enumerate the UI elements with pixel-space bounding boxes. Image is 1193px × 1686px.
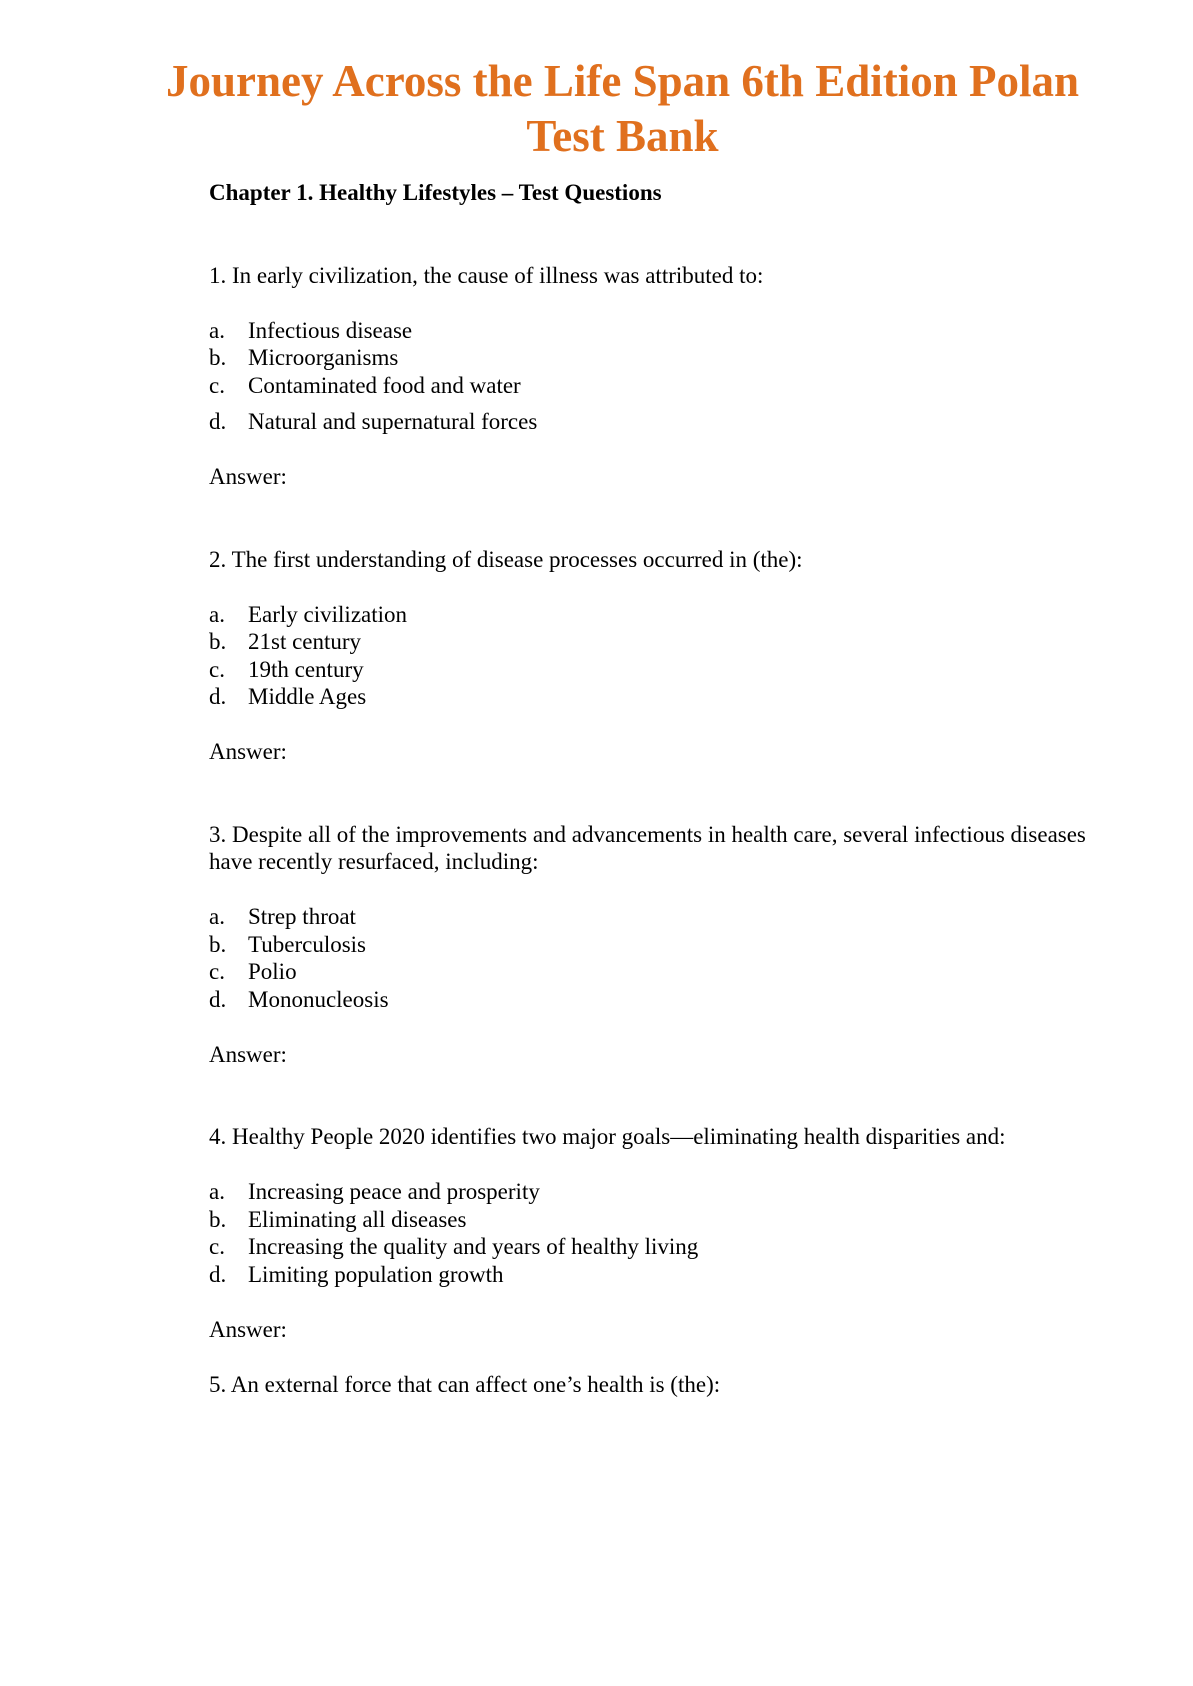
option-letter: b. xyxy=(209,345,227,370)
option-item xyxy=(209,683,1090,711)
question xyxy=(209,1371,1090,1399)
option-item xyxy=(209,1206,1090,1234)
question xyxy=(209,546,1090,574)
document-title-line1: Journey Across the Life Span 6th Edition Polan xyxy=(165,56,1080,106)
option-text: Contaminated food and water xyxy=(248,372,521,398)
option-text: Eliminating all diseases xyxy=(248,1206,467,1232)
question-number: 4. xyxy=(209,1124,227,1149)
option-text: Natural and supernatural forces xyxy=(248,409,538,434)
option-item xyxy=(209,903,1090,931)
option-text: Infectious disease xyxy=(248,317,413,343)
option-item xyxy=(209,1233,1090,1261)
option-letter: d. xyxy=(209,1261,227,1287)
option-text: Increasing the quality and years of healthy living xyxy=(248,1234,699,1259)
option-letter: c. xyxy=(209,372,225,398)
question-number: 3. xyxy=(209,821,227,847)
option-letter: b. xyxy=(209,931,227,957)
question-block xyxy=(209,262,1090,491)
option-text: Middle Ages xyxy=(248,684,367,709)
option-text: Early civilization xyxy=(248,601,408,627)
option-letter: b. xyxy=(209,1206,227,1232)
question-text: The first understanding of disease processes occurred in (the): xyxy=(231,546,803,572)
options-list xyxy=(209,1178,1090,1288)
question-block xyxy=(209,1371,1090,1399)
option-item xyxy=(209,1178,1090,1206)
document-title-line2: Test Bank xyxy=(526,111,719,161)
question-block xyxy=(209,1123,1090,1343)
option-item xyxy=(209,408,1090,436)
option-text: Polio xyxy=(248,959,297,984)
option-item xyxy=(209,372,1090,400)
option-letter: a. xyxy=(209,1179,225,1204)
question-text: Despite all of the improvements and advancements in health care, several infectious diseases have recently resurfaced, including: xyxy=(209,821,1086,874)
option-letter: a. xyxy=(209,317,225,343)
option-text: 21st century xyxy=(248,629,362,654)
answer-label: Answer: xyxy=(209,464,287,489)
option-letter: a. xyxy=(209,601,225,627)
option-text: 19th century xyxy=(248,656,364,682)
question xyxy=(209,262,1090,290)
question xyxy=(209,1123,1090,1151)
option-letter: c. xyxy=(209,959,225,984)
option-text: Limiting population growth xyxy=(248,1261,504,1287)
answer-label: Answer: xyxy=(209,1041,287,1067)
options-list xyxy=(209,317,1090,436)
question-block xyxy=(209,821,1090,1069)
question-number: 5. xyxy=(209,1371,227,1397)
option-item xyxy=(209,317,1090,345)
option-letter: b. xyxy=(209,629,227,654)
option-text: Microorganisms xyxy=(248,345,399,370)
question-number: 2. xyxy=(209,546,227,572)
chapter-heading: Chapter 1. Healthy Lifestyles – Test Questions xyxy=(209,180,662,205)
option-letter: c. xyxy=(209,1234,225,1259)
question-text: In early civilization, the cause of illness was attributed to: xyxy=(232,262,764,288)
question-text: An external force that can affect one’s health is (the): xyxy=(230,1371,721,1397)
option-item xyxy=(209,1261,1090,1289)
option-item xyxy=(209,986,1090,1014)
answer-label: Answer: xyxy=(209,1316,287,1342)
option-text: Tuberculosis xyxy=(248,931,366,957)
option-text: Mononucleosis xyxy=(248,986,389,1012)
option-item xyxy=(209,656,1090,684)
question-number: 1. xyxy=(209,262,227,288)
option-letter: d. xyxy=(209,684,227,709)
option-item xyxy=(209,931,1090,959)
option-text: Increasing peace and prosperity xyxy=(248,1179,540,1204)
option-letter: d. xyxy=(209,986,227,1012)
question-block xyxy=(209,546,1090,766)
questions-container xyxy=(209,262,1090,1399)
option-item xyxy=(209,601,1090,629)
answer-label: Answer: xyxy=(209,739,287,764)
options-list xyxy=(209,903,1090,1013)
option-item xyxy=(209,628,1090,656)
option-item xyxy=(209,344,1090,372)
question-text: Healthy People 2020 identifies two major goals—eliminating health disparities and: xyxy=(232,1124,1006,1149)
option-text: Strep throat xyxy=(248,904,356,929)
option-letter: d. xyxy=(209,409,227,434)
options-list xyxy=(209,601,1090,711)
option-item xyxy=(209,958,1090,986)
option-letter: c. xyxy=(209,656,225,682)
question xyxy=(209,821,1090,876)
document-title xyxy=(0,54,1193,164)
option-letter: a. xyxy=(209,904,225,929)
